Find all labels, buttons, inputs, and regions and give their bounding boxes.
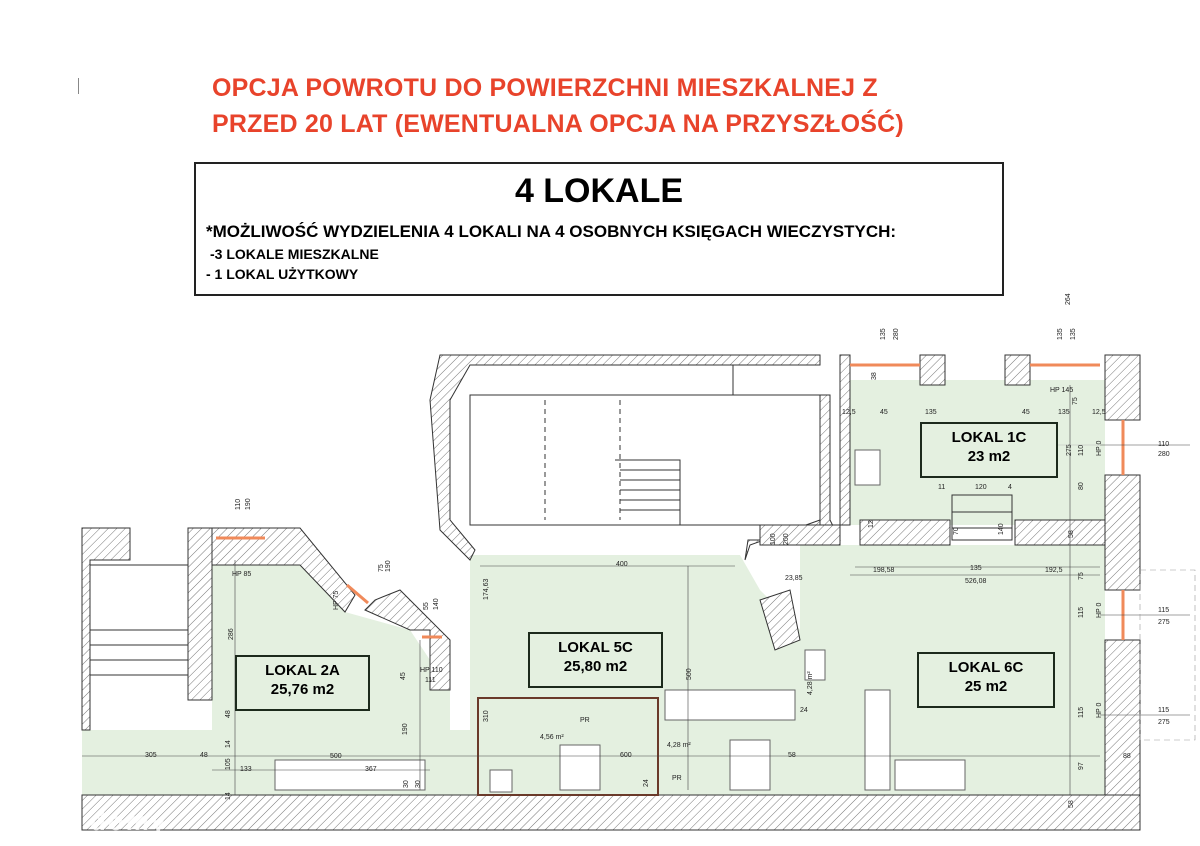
dimension-label: 115 (1078, 606, 1085, 618)
dimension-label: 190 (402, 723, 409, 735)
dimension-label: 75 (378, 564, 385, 572)
dimension-label: 45 (1022, 409, 1030, 416)
watermark-logo: domy (90, 806, 168, 836)
dimension-label: 190 (245, 498, 252, 510)
unit-name: LOKAL 2A (265, 662, 340, 679)
dimension-label: HP 110 (420, 667, 443, 674)
dimension-label: 30 (415, 780, 422, 788)
dimension-label: 600 (620, 752, 632, 759)
unit-area: 25,76 m2 (270, 681, 335, 698)
dimension-label: 190 (385, 560, 392, 572)
dimension-label: 305 (145, 752, 157, 759)
dimension-label: 110 (235, 498, 242, 510)
info-line: *MOŻLIWOŚĆ WYDZIELENIA 4 LOKALI NA 4 OSOBNYCH KSIĘGACH WIECZYSTYCH: (206, 222, 897, 241)
dimension-label: 11 (938, 484, 946, 491)
dimension-label: 115 (1078, 706, 1085, 718)
dimension-label: 110 (1078, 444, 1085, 456)
dimension-label: 500 (686, 668, 693, 680)
page-title-line-2: PRZED 20 LAT (EWENTUALNA OPCJA NA PRZYSZŁOŚĆ) (212, 110, 904, 138)
unit-name: LOKAL 5C (558, 639, 633, 656)
dimension-label: PR (580, 717, 590, 724)
dimension-label: PR (672, 775, 682, 782)
dimension-label: 30 (403, 780, 410, 788)
dimension-label: HP 0 (1096, 702, 1103, 718)
dimension-label: 111 (425, 677, 436, 684)
dimension-label: 115 (1158, 607, 1170, 614)
dimension-label: 45 (400, 672, 407, 680)
dimension-label: 135 (1070, 328, 1077, 340)
info-heading: 4 LOKALE (514, 172, 684, 210)
dimension-label: 48 (200, 752, 208, 759)
dimension-label: 275 (1158, 719, 1170, 726)
dimension-label: 115 (1158, 707, 1170, 714)
dimension-label: 4,28 m² (667, 742, 691, 749)
dimension-label: 14 (225, 740, 232, 748)
dimension-label: 135 (1058, 409, 1070, 416)
dimension-label: 4 (1008, 484, 1012, 491)
dimension-label: 24 (643, 779, 650, 787)
dimension-label: 58 (1068, 800, 1075, 808)
dimension-label: 280 (1158, 451, 1170, 458)
dimension-label: 97 (1078, 762, 1085, 770)
dimension-label: 4,56 m² (540, 734, 564, 741)
dimension-label: 12 (868, 520, 875, 528)
dimension-label: 12,5 (842, 409, 856, 416)
dimension-label: 70 (953, 527, 960, 535)
dimension-label: 24 (800, 707, 808, 714)
dimension-label: 100 (770, 533, 777, 545)
dimension-label: 500 (330, 753, 342, 760)
dimension-label: 275 (1158, 619, 1170, 626)
dimension-label: 12,5 (1092, 409, 1106, 416)
dimension-label: 120 (975, 484, 987, 491)
dimension-label: 58 (1068, 530, 1075, 538)
dimension-label: 275 (1066, 444, 1073, 456)
unit-name: LOKAL 6C (948, 659, 1024, 676)
unit-area: 23 m2 (967, 448, 1011, 465)
info-line: -3 LOKALE MIESZKALNE (210, 246, 379, 262)
dimension-label: 45 (880, 409, 888, 416)
dimension-label: 80 (1078, 482, 1085, 490)
unit-label-lokal-6c (917, 652, 1055, 708)
dimension-label: HP 75 (333, 590, 340, 610)
unit-area: 25 m2 (964, 678, 1008, 695)
dimension-label: 4,28 m² (807, 671, 814, 695)
dimension-label: 192,5 (1045, 567, 1063, 574)
dimension-label: HP 0 (1096, 440, 1103, 456)
unit-label-lokal-1c (920, 422, 1058, 478)
dimension-label: 200 (783, 533, 790, 545)
dimension-label: 140 (433, 598, 440, 610)
dimension-label: 135 (1057, 328, 1064, 340)
dimension-label: 198,58 (873, 567, 895, 574)
dimension-label: 526,08 (965, 578, 987, 585)
dimension-label: HP 85 (232, 571, 252, 578)
info-line: - 1 LOKAL UŻYTKOWY (206, 266, 359, 282)
dimension-label: 174,63 (483, 578, 490, 600)
dimension-label: 140 (998, 523, 1005, 535)
unit-name: LOKAL 1C (951, 429, 1027, 446)
dimension-label: HP 0 (1096, 602, 1103, 618)
unit-area: 25,80 m2 (563, 658, 628, 675)
dimension-label: 105 (225, 758, 232, 770)
unit-label-lokal-2a (235, 655, 370, 711)
dimension-label: 135 (925, 409, 937, 416)
page-title-line-1: OPCJA POWROTU DO POWIERZCHNI MIESZKALNEJ Z (212, 74, 878, 102)
dimension-label: 88 (1123, 753, 1131, 760)
dimension-label: 38 (871, 372, 878, 380)
dimension-label: 133 (240, 766, 252, 773)
dimension-label: 310 (483, 710, 490, 722)
dimension-label: 14 (225, 792, 232, 800)
dimension-label: 23,85 (785, 575, 803, 582)
dimension-label: 264 (1065, 293, 1072, 305)
dimension-label: 55 (423, 602, 430, 610)
unit-label-lokal-5c (528, 632, 663, 688)
dimension-label: 75 (1072, 397, 1079, 405)
dimension-label: 135 (880, 328, 887, 340)
dimension-label: 280 (893, 328, 900, 340)
dimension-label: 75 (1078, 572, 1085, 580)
dimension-label: HP 145 (1050, 387, 1074, 394)
dimension-label: 58 (788, 752, 796, 759)
dimension-label: 286 (228, 628, 235, 640)
dimension-label: 48 (225, 710, 232, 718)
dimension-label: 135 (970, 565, 982, 572)
dimension-label: 400 (616, 561, 628, 568)
dimension-label: 367 (365, 766, 377, 773)
dimension-label: 110 (1158, 441, 1170, 448)
